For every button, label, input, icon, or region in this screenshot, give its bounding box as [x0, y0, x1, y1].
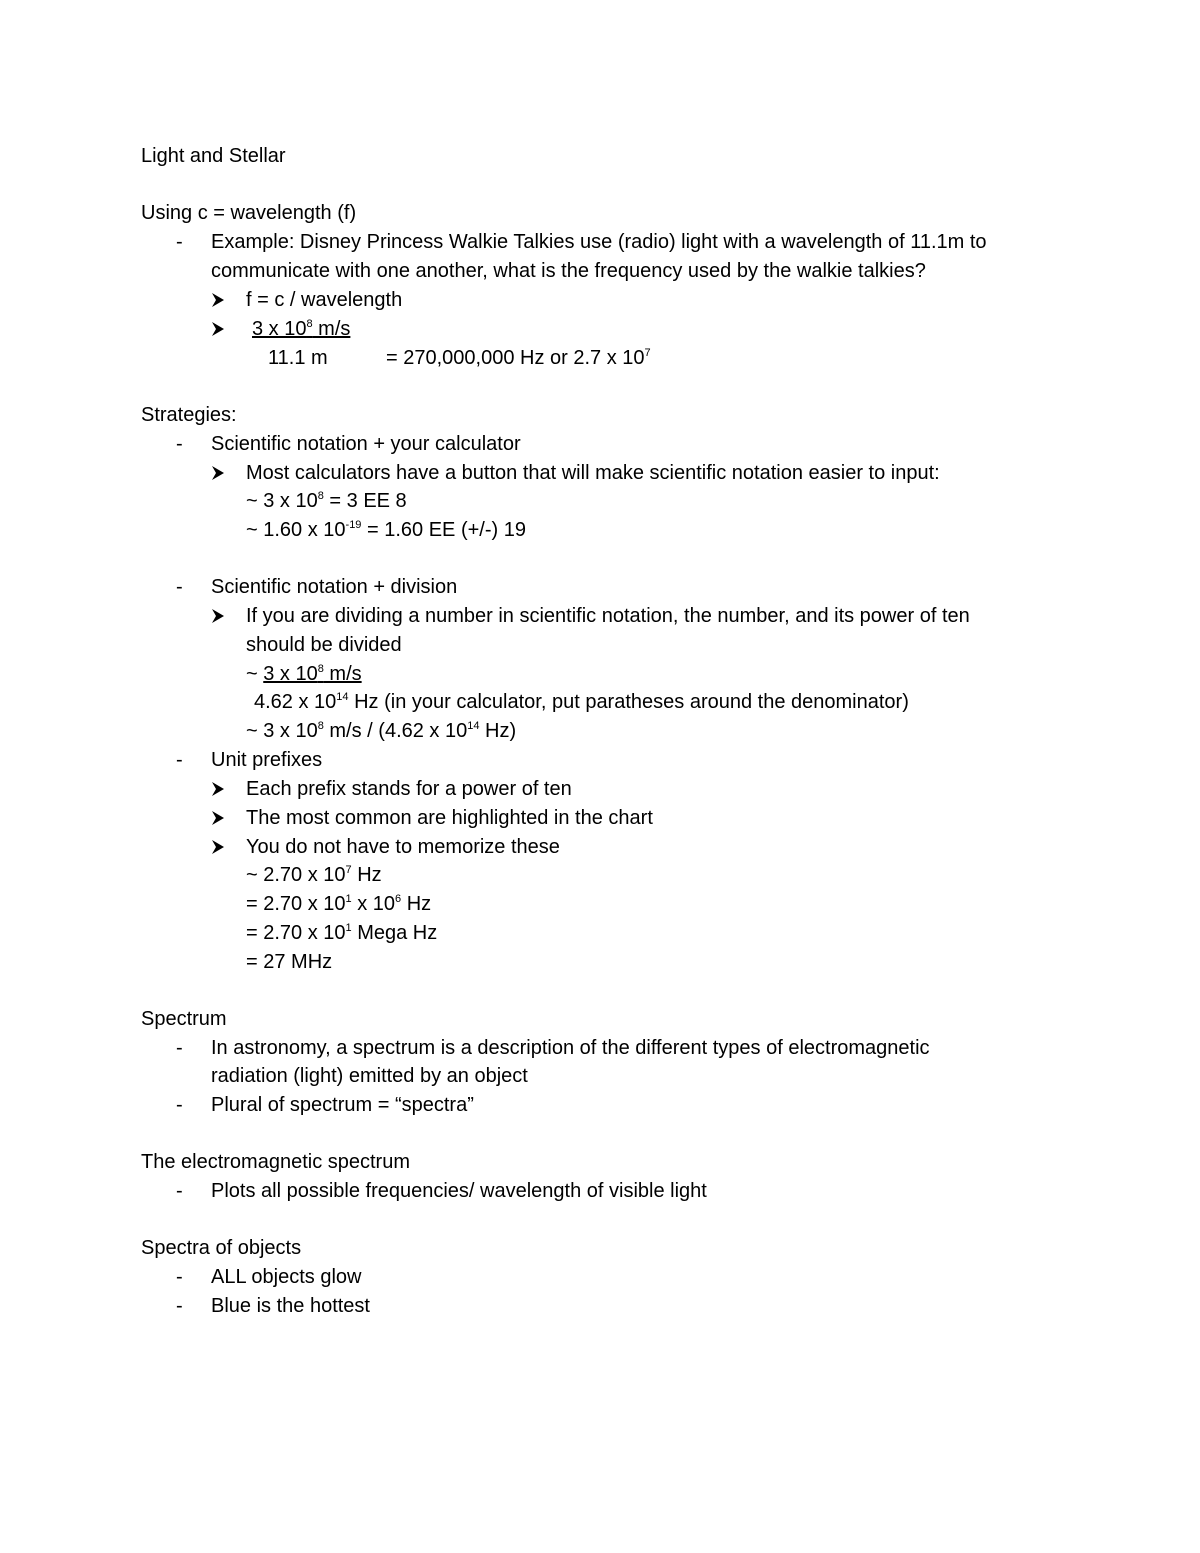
calc-part-c: Hz): [479, 720, 517, 742]
conversion-step-3: [246, 921, 437, 945]
spectra-item-glow: ALL objects glow: [211, 1266, 362, 1288]
division-den-exponent: 14: [336, 691, 349, 703]
conv3-unit: Mega Hz: [351, 922, 438, 944]
spectrum-definition-line1: In astronomy, a spectrum is a description of the different types of electromagnetic: [211, 1037, 930, 1059]
division-calculator-input: [246, 719, 516, 743]
spectrum-plural: Plural of spectrum = “spectra”: [211, 1094, 474, 1116]
division-num-base: 3 x 10: [263, 663, 318, 685]
result-exponent: 7: [644, 347, 651, 359]
arrowhead-bullet-icon: [211, 604, 225, 628]
conversion-step-1: [246, 863, 382, 887]
ex2-exponent: -19: [345, 519, 362, 531]
conv3-base: = 2.70 x 10: [246, 922, 346, 944]
strategy-item-calculator: Scientific notation + your calculator: [211, 433, 521, 455]
calc-exponent-1: 8: [317, 720, 324, 732]
numerator-exponent: 8: [306, 318, 313, 330]
arrowhead-bullet-icon: [211, 317, 225, 341]
strategy-item-division: Scientific notation + division: [211, 576, 458, 598]
arrowhead-bullet-icon: [211, 777, 225, 801]
ex1-rest: = 3 EE 8: [323, 490, 407, 512]
ex1-base: ~ 3 x 10: [246, 490, 318, 512]
prefix-tip-2: The most common are highlighted in the chart: [246, 807, 653, 829]
formula-step: f = c / wavelength: [246, 289, 403, 311]
dash-bullet: -: [176, 1037, 183, 1059]
arrowhead-bullet-icon: [211, 835, 225, 859]
calculator-tip: Most calculators have a button that will make scientific notation easier to input:: [246, 462, 940, 484]
formula-result: [386, 346, 651, 370]
calc-part-a: ~ 3 x 10: [246, 720, 318, 742]
dash-bullet: -: [176, 1180, 183, 1202]
ex2-base: ~ 1.60 x 10: [246, 519, 346, 541]
division-numerator: [246, 662, 362, 686]
division-denominator: [254, 690, 909, 714]
prefix-tip-3: You do not have to memorize these: [246, 836, 560, 858]
dash-bullet: -: [176, 433, 183, 455]
spectra-item-hottest: Blue is the hottest: [211, 1295, 370, 1317]
dash-bullet: -: [176, 1266, 183, 1288]
arrowhead-bullet-icon: [211, 288, 225, 312]
section-heading-strategies: Strategies:: [141, 404, 237, 426]
division-prefix: ~: [246, 663, 264, 685]
dash-bullet: -: [176, 749, 183, 771]
division-den-base: 4.62 x 10: [254, 691, 337, 713]
conv2-mid: x 10: [351, 893, 396, 915]
numerator-base: 3 x 10: [252, 318, 307, 340]
dash-bullet: -: [176, 1295, 183, 1317]
calc-exponent-2: 14: [467, 720, 480, 732]
division-num-exponent: 8: [317, 663, 324, 675]
prefix-tip-1: Each prefix stands for a power of ten: [246, 778, 572, 800]
dash-bullet: -: [176, 231, 183, 253]
section-heading-em-spectrum: The electromagnetic spectrum: [141, 1151, 411, 1173]
calculator-example-1: [246, 489, 407, 513]
conv2-base: = 2.70 x 10: [246, 893, 346, 915]
arrowhead-bullet-icon: [211, 461, 225, 485]
conv2-exponent-2: 6: [395, 893, 402, 905]
dash-bullet: -: [176, 1094, 183, 1116]
result-base: = 270,000,000 Hz or 2.7 x 10: [386, 347, 645, 369]
section-heading-formula: Using c = wavelength (f): [141, 202, 357, 224]
conv1-unit: Hz: [351, 864, 382, 886]
calc-part-b: m/s / (4.62 x 10: [323, 720, 468, 742]
em-spectrum-item: Plots all possible frequencies/ wavelength of visible light: [211, 1180, 707, 1202]
conv2-unit: Hz: [401, 893, 432, 915]
example-text-line2: communicate with one another, what is the frequency used by the walkie talkies?: [211, 260, 926, 282]
division-num-unit: m/s: [323, 663, 362, 685]
fraction-numerator: [252, 317, 350, 341]
example-text-line1: Example: Disney Princess Walkie Talkies use (radio) light with a wavelength of 11.1m to: [211, 231, 987, 253]
numerator-unit: m/s: [312, 318, 351, 340]
page-title: Light and Stellar: [141, 145, 286, 167]
arrowhead-bullet-icon: [211, 806, 225, 830]
conv1-exponent: 7: [345, 864, 352, 876]
conv2-exponent-1: 1: [345, 893, 352, 905]
conversion-step-2: [246, 892, 431, 916]
conversion-step-4: = 27 MHz: [246, 951, 333, 973]
ex1-exponent: 8: [317, 490, 324, 502]
section-heading-spectra-objects: Spectra of objects: [141, 1237, 302, 1259]
calculator-example-2: [246, 518, 526, 542]
division-tip-line1: If you are dividing a number in scientific notation, the number, and its power of ten: [246, 605, 970, 627]
section-heading-spectrum: Spectrum: [141, 1008, 227, 1030]
strategy-item-prefixes: Unit prefixes: [211, 749, 323, 771]
conv3-exponent: 1: [345, 922, 352, 934]
spectrum-definition-line2: radiation (light) emitted by an object: [211, 1065, 528, 1087]
division-tip-line2: should be divided: [246, 634, 402, 656]
ex2-rest: = 1.60 EE (+/-) 19: [361, 519, 526, 541]
conv1-base: ~ 2.70 x 10: [246, 864, 346, 886]
division-den-rest: Hz (in your calculator, put paratheses around the denominator): [348, 691, 909, 713]
fraction-denominator: 11.1 m: [268, 347, 328, 369]
dash-bullet: -: [176, 576, 183, 598]
